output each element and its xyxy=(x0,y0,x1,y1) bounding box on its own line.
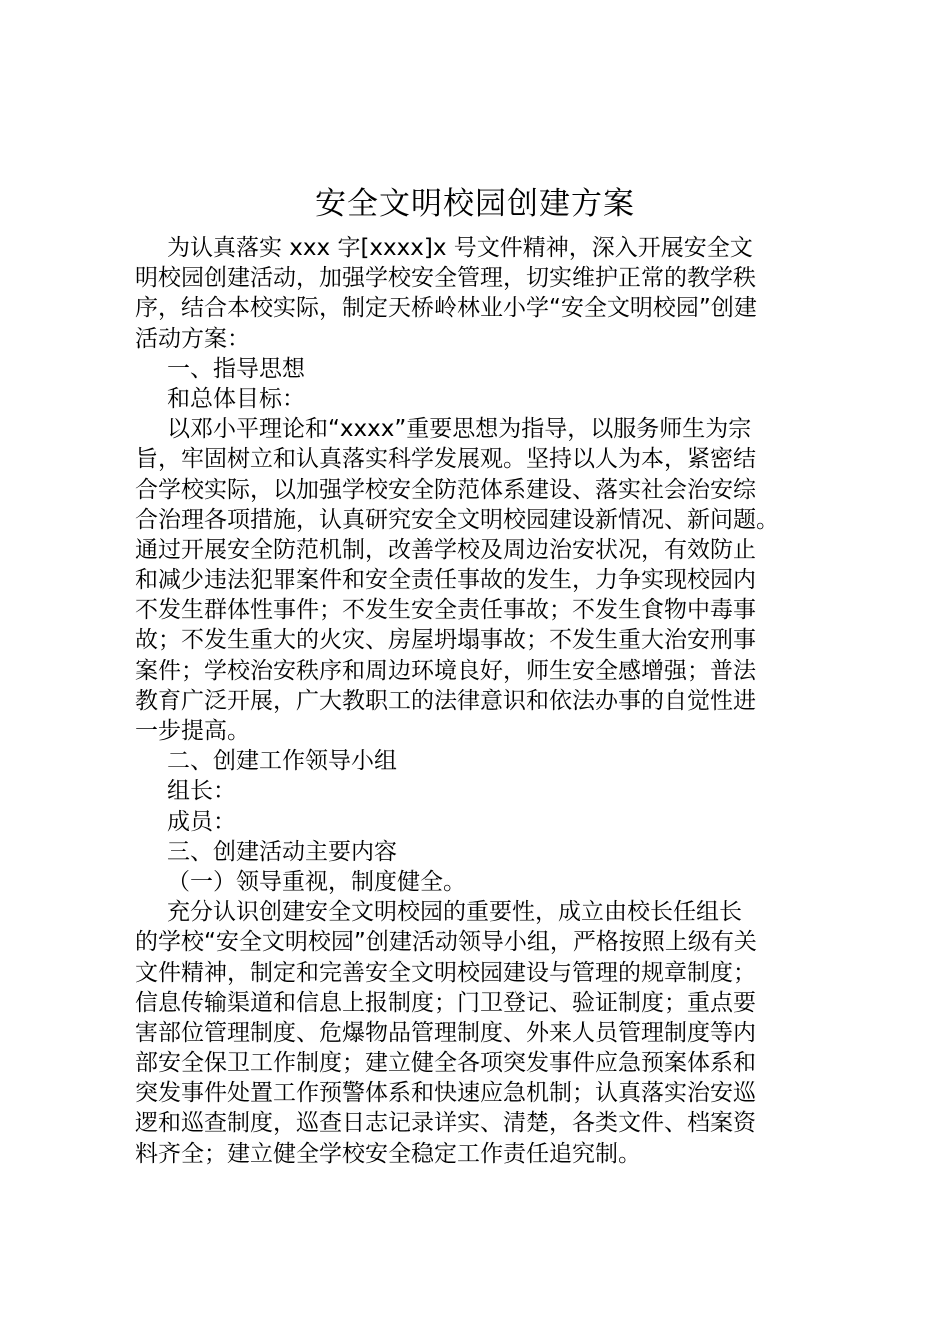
text-line: （一）领导重视，制度健全。 xyxy=(167,868,466,895)
text-line: 合治理各项措施，认真研究安全文明校园建设新情况、新问题。 xyxy=(135,506,779,533)
text-line: 为认真落实 xxx 字[xxxx]x 号文件精神，深入开展安全文 xyxy=(167,235,753,261)
text-line: 旨，牢固树立和认真落实科学发展观。坚持以人为本，紧密结 xyxy=(135,446,756,473)
text-line: 合学校实际，以加强学校安全防范体系建设、落实社会治安综 xyxy=(135,476,756,503)
text-line: 一、指导思想 xyxy=(167,355,305,382)
text-line: 和总体目标： xyxy=(167,385,305,412)
text-line: 逻和巡查制度，巡查日志记录详实、清楚，各类文件、档案资 xyxy=(135,1110,756,1137)
document-title: 安全文明校园创建方案 xyxy=(315,186,635,222)
text-line: 和减少违法犯罪案件和安全责任事故的发生，力争实现校园内 xyxy=(135,567,756,594)
text-line: 通过开展安全防范机制，改善学校及周边治安状况，有效防止 xyxy=(135,536,756,563)
text-line: 文件精神，制定和完善安全文明校园建设与管理的规章制度； xyxy=(135,959,756,986)
text-line: 部安全保卫工作制度；建立健全各项突发事件应急预案体系和 xyxy=(135,1050,756,1077)
text-line: 料齐全；建立健全学校安全稳定工作责任追究制。 xyxy=(135,1140,641,1167)
text-line: 二、创建工作领导小组 xyxy=(167,748,397,775)
text-line: 故；不发生重大的火灾、房屋坍塌事故；不发生重大治安刑事 xyxy=(135,627,756,654)
text-line: 以邓小平理论和“xxxx”重要思想为指导，以服务师生为宗 xyxy=(167,416,752,443)
text-line: 突发事件处置工作预警体系和快速应急机制；认真落实治安巡 xyxy=(135,1080,756,1107)
text-line: 三、创建活动主要内容 xyxy=(167,838,397,865)
text-line: 充分认识创建安全文明校园的重要性，成立由校长任组长 xyxy=(167,899,742,926)
text-line: 序，结合本校实际，制定天桥岭林业小学“安全文明校园”创建 xyxy=(135,295,757,322)
text-line: 组长： xyxy=(167,778,236,805)
text-line: 成员： xyxy=(167,808,236,835)
document-body xyxy=(135,233,835,1169)
text-line: 害部位管理制度、危爆物品管理制度、外来人员管理制度等内 xyxy=(135,1019,756,1046)
text-line: 案件；学校治安秩序和周边环境良好，师生安全感增强；普法 xyxy=(135,657,756,684)
text-line: 明校园创建活动，加强学校安全管理，切实维护正常的教学秩 xyxy=(135,265,756,292)
text-line: 一步提高。 xyxy=(135,718,250,744)
text-line: 不发生群体性事件；不发生安全责任事故；不发生食物中毒事 xyxy=(135,597,756,624)
text-line: 活动方案： xyxy=(135,325,250,352)
text-line: 信息传输渠道和信息上报制度；门卫登记、验证制度；重点要 xyxy=(135,989,756,1016)
text-line: 的学校“安全文明校园”创建活动领导小组，严格按照上级有关 xyxy=(135,929,757,956)
text-line: 教育广泛开展，广大教职工的法律意识和依法办事的自觉性进 xyxy=(135,687,756,714)
